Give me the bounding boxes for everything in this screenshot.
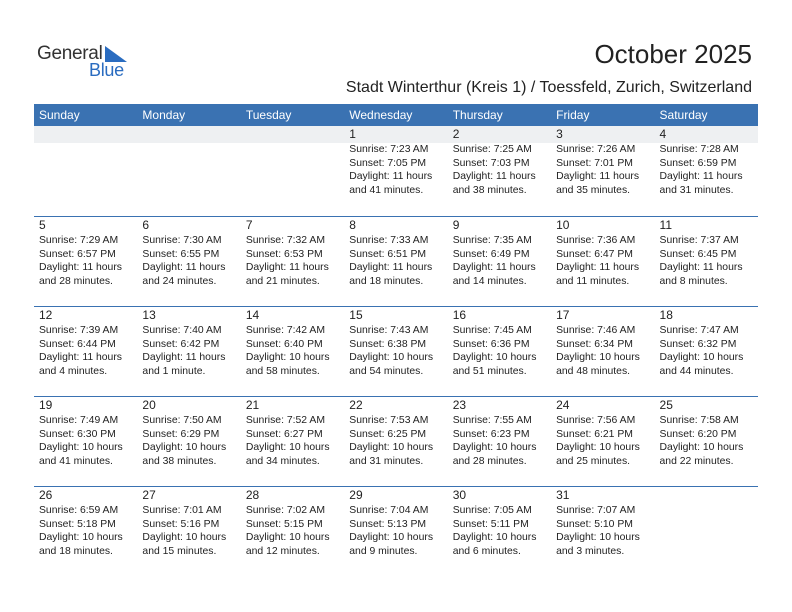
calendar-day-cell (344, 486, 447, 576)
sunset-text: Sunset: 6:49 PM (452, 248, 530, 260)
daylight-minutes-text: and 8 minutes. (659, 275, 728, 287)
calendar-day-cell (34, 216, 137, 306)
day-number: 14 (245, 308, 260, 322)
sunrise-text: Sunrise: 7:25 AM (452, 144, 532, 155)
daylight-hours-text: Daylight: 10 hours (245, 532, 330, 543)
weekday-header: Saturday (659, 108, 708, 122)
calendar-day-cell (655, 396, 758, 486)
sunrise-text: Sunrise: 7:05 AM (452, 505, 532, 516)
sunrise-text: Sunrise: 7:52 AM (245, 415, 325, 426)
sunrise-text: Sunrise: 7:37 AM (659, 235, 739, 246)
calendar-day-cell (344, 126, 447, 216)
day-number: 9 (452, 218, 460, 232)
sunrise-text: Sunrise: 7:01 AM (142, 505, 222, 516)
daylight-hours-text: Daylight: 10 hours (452, 442, 537, 453)
day-number: 2 (448, 126, 551, 143)
sunrise-text: Sunrise: 7:53 AM (349, 415, 429, 426)
sunrise-text: Sunrise: 7:56 AM (556, 415, 636, 426)
daylight-minutes-text: and 31 minutes. (349, 455, 424, 467)
daylight-minutes-text: and 18 minutes. (39, 545, 113, 557)
weekday-header: Friday (556, 108, 590, 122)
sunrise-text: Sunrise: 7:43 AM (349, 325, 429, 336)
calendar-day-cell (551, 306, 654, 396)
sunset-text: Sunset: 5:10 PM (556, 518, 633, 530)
day-number: 3 (551, 126, 654, 143)
day-number: 16 (452, 308, 467, 322)
sunrise-text: Sunrise: 7:02 AM (245, 505, 325, 516)
daylight-hours-text: Daylight: 11 hours (349, 262, 433, 273)
sunrise-text: Sunrise: 7:07 AM (556, 505, 636, 516)
calendar-day-cell (551, 396, 654, 486)
day-number (241, 126, 344, 143)
logo-text-blue: Blue (89, 60, 124, 80)
sunset-text: Sunset: 6:45 PM (659, 248, 737, 260)
daylight-minutes-text: and 51 minutes. (452, 365, 527, 377)
sunset-text: Sunset: 6:44 PM (39, 338, 116, 350)
calendar-day-cell (241, 486, 344, 576)
calendar-day-cell (137, 126, 240, 216)
daylight-hours-text: Daylight: 11 hours (659, 262, 743, 273)
sunrise-text: Sunrise: 7:36 AM (556, 235, 636, 246)
day-number: 23 (452, 398, 467, 412)
weekday-header: Wednesday (349, 108, 413, 122)
daylight-minutes-text: and 11 minutes. (556, 275, 630, 287)
daylight-hours-text: Daylight: 11 hours (452, 262, 536, 273)
calendar-week-row (34, 486, 758, 576)
daylight-minutes-text: and 34 minutes. (245, 455, 320, 467)
calendar-grid (34, 104, 758, 576)
daylight-minutes-text: and 58 minutes. (245, 365, 320, 377)
daylight-hours-text: Daylight: 11 hours (39, 262, 122, 273)
sunset-text: Sunset: 6:25 PM (349, 428, 427, 440)
sunrise-text: Sunrise: 7:35 AM (452, 235, 532, 246)
sunrise-text: Sunrise: 7:58 AM (659, 415, 739, 426)
sunrise-text: Sunrise: 7:55 AM (452, 415, 532, 426)
daylight-minutes-text: and 35 minutes. (556, 184, 631, 196)
daylight-hours-text: Daylight: 10 hours (556, 532, 640, 543)
daylight-hours-text: Daylight: 10 hours (452, 532, 537, 543)
calendar-week-row (34, 396, 758, 486)
day-number: 26 (39, 488, 53, 502)
daylight-hours-text: Daylight: 10 hours (245, 352, 330, 363)
calendar-week-row (34, 216, 758, 306)
daylight-hours-text: Daylight: 10 hours (659, 352, 744, 363)
sunset-text: Sunset: 6:59 PM (659, 157, 737, 169)
daylight-hours-text: Daylight: 10 hours (349, 442, 434, 453)
sunset-text: Sunset: 6:32 PM (659, 338, 737, 350)
sunset-text: Sunset: 7:05 PM (349, 157, 427, 169)
daylight-minutes-text: and 12 minutes. (245, 545, 320, 557)
daylight-hours-text: Daylight: 10 hours (556, 352, 640, 363)
calendar-day-cell (241, 216, 344, 306)
daylight-hours-text: Daylight: 11 hours (452, 171, 536, 182)
daylight-hours-text: Daylight: 11 hours (142, 352, 226, 363)
calendar-day-cell (448, 126, 551, 216)
daylight-minutes-text: and 28 minutes. (39, 275, 113, 287)
daylight-minutes-text: and 22 minutes. (659, 455, 734, 467)
day-number: 17 (556, 308, 570, 322)
sunset-text: Sunset: 6:47 PM (556, 248, 633, 260)
daylight-minutes-text: and 24 minutes. (142, 275, 217, 287)
sunset-text: Sunset: 5:16 PM (142, 518, 220, 530)
calendar-day-cell (448, 486, 551, 576)
sunset-text: Sunset: 5:13 PM (349, 518, 427, 530)
sunrise-text: Sunrise: 7:49 AM (39, 415, 119, 426)
sunrise-text: Sunrise: 7:39 AM (39, 325, 119, 336)
calendar-day-cell (655, 306, 758, 396)
sunrise-text: Sunrise: 7:33 AM (349, 235, 429, 246)
sunrise-text: Sunrise: 7:23 AM (349, 144, 429, 155)
sunset-text: Sunset: 6:38 PM (349, 338, 427, 350)
sunset-text: Sunset: 6:57 PM (39, 248, 116, 260)
location-subtitle: Stadt Winterthur (Kreis 1) / Toessfeld, Zurich, Switzerland (345, 79, 752, 96)
calendar-day-cell (655, 126, 758, 216)
sunset-text: Sunset: 5:11 PM (452, 518, 529, 530)
daylight-minutes-text: and 25 minutes. (556, 455, 631, 467)
sunset-text: Sunset: 6:21 PM (556, 428, 633, 440)
day-number: 20 (142, 398, 156, 412)
day-number: 29 (349, 488, 363, 502)
sunrise-text: Sunrise: 7:30 AM (142, 235, 222, 246)
daylight-minutes-text: and 14 minutes. (452, 275, 527, 287)
daylight-minutes-text: and 21 minutes. (245, 275, 320, 287)
daylight-minutes-text: and 4 minutes. (39, 365, 108, 377)
daylight-minutes-text: and 41 minutes. (39, 455, 113, 467)
calendar-day-cell (34, 306, 137, 396)
day-number: 25 (659, 398, 673, 412)
sunrise-text: Sunrise: 7:04 AM (349, 505, 429, 516)
daylight-hours-text: Daylight: 11 hours (39, 352, 122, 363)
daylight-hours-text: Daylight: 11 hours (659, 171, 743, 182)
sunset-text: Sunset: 6:55 PM (142, 248, 220, 260)
sunrise-text: Sunrise: 6:59 AM (39, 505, 119, 516)
calendar-day-cell (137, 216, 240, 306)
calendar-day-cell (344, 216, 447, 306)
daylight-minutes-text: and 15 minutes. (142, 545, 217, 557)
calendar-day-cell (551, 126, 654, 216)
day-number: 27 (142, 488, 156, 502)
calendar-day-cell (137, 306, 240, 396)
day-number: 12 (39, 308, 53, 322)
daylight-minutes-text: and 54 minutes. (349, 365, 424, 377)
daylight-hours-text: Daylight: 10 hours (452, 352, 537, 363)
calendar-day-cell (34, 486, 137, 576)
day-number: 28 (245, 488, 260, 502)
weekday-header: Tuesday (245, 108, 292, 122)
daylight-hours-text: Daylight: 10 hours (39, 532, 123, 543)
daylight-minutes-text: and 18 minutes. (349, 275, 424, 287)
daylight-minutes-text: and 1 minute. (142, 365, 206, 377)
weekday-header-row (34, 104, 758, 126)
brand-logo (37, 43, 137, 83)
daylight-minutes-text: and 9 minutes. (349, 545, 418, 557)
sunset-text: Sunset: 6:23 PM (452, 428, 530, 440)
day-number: 30 (452, 488, 467, 502)
day-number (34, 126, 137, 143)
daylight-hours-text: Daylight: 11 hours (556, 262, 640, 273)
sunset-text: Sunset: 6:30 PM (39, 428, 116, 440)
daylight-minutes-text: and 3 minutes. (556, 545, 625, 557)
daylight-minutes-text: and 38 minutes. (142, 455, 217, 467)
sunset-text: Sunset: 6:42 PM (142, 338, 220, 350)
day-number: 19 (39, 398, 53, 412)
calendar-week-row (34, 306, 758, 396)
calendar-day-cell (655, 216, 758, 306)
daylight-hours-text: Daylight: 10 hours (142, 442, 227, 453)
calendar-day-cell (344, 306, 447, 396)
daylight-hours-text: Daylight: 11 hours (142, 262, 226, 273)
sunrise-text: Sunrise: 7:32 AM (245, 235, 325, 246)
daylight-minutes-text: and 44 minutes. (659, 365, 734, 377)
day-number: 24 (556, 398, 570, 412)
sunset-text: Sunset: 6:36 PM (452, 338, 530, 350)
sunset-text: Sunset: 5:15 PM (245, 518, 323, 530)
daylight-hours-text: Daylight: 11 hours (245, 262, 329, 273)
calendar-day-cell (448, 216, 551, 306)
daylight-hours-text: Daylight: 10 hours (659, 442, 744, 453)
sunset-text: Sunset: 7:03 PM (452, 157, 530, 169)
sunset-text: Sunset: 6:40 PM (245, 338, 323, 350)
sunrise-text: Sunrise: 7:28 AM (659, 144, 739, 155)
day-number: 8 (349, 218, 356, 232)
calendar-day-cell (241, 306, 344, 396)
daylight-hours-text: Daylight: 10 hours (349, 532, 434, 543)
day-number: 21 (245, 398, 260, 412)
calendar-weeks (34, 126, 758, 576)
calendar-day-cell (34, 396, 137, 486)
calendar-day-cell (448, 396, 551, 486)
sunrise-text: Sunrise: 7:45 AM (452, 325, 532, 336)
sunset-text: Sunset: 7:01 PM (556, 157, 633, 169)
sunrise-text: Sunrise: 7:29 AM (39, 235, 119, 246)
daylight-hours-text: Daylight: 10 hours (39, 442, 123, 453)
sunset-text: Sunset: 6:20 PM (659, 428, 737, 440)
sunset-text: Sunset: 6:53 PM (245, 248, 323, 260)
calendar-day-cell (448, 306, 551, 396)
calendar-day-cell (241, 396, 344, 486)
daylight-hours-text: Daylight: 10 hours (556, 442, 640, 453)
daylight-hours-text: Daylight: 10 hours (142, 532, 227, 543)
daylight-minutes-text: and 38 minutes. (452, 184, 527, 196)
calendar-day-cell (551, 216, 654, 306)
calendar-week-row (34, 126, 758, 216)
calendar-day-cell (137, 486, 240, 576)
daylight-hours-text: Daylight: 11 hours (349, 171, 433, 182)
day-number: 7 (245, 218, 253, 232)
sunrise-text: Sunrise: 7:46 AM (556, 325, 636, 336)
calendar-day-cell (241, 126, 344, 216)
calendar-day-cell (344, 396, 447, 486)
day-number: 4 (655, 126, 758, 143)
day-number: 13 (142, 308, 156, 322)
sunset-text: Sunset: 5:18 PM (39, 518, 116, 530)
day-number: 1 (344, 126, 447, 143)
calendar-day-cell (655, 486, 758, 576)
sunrise-text: Sunrise: 7:47 AM (659, 325, 739, 336)
daylight-minutes-text: and 48 minutes. (556, 365, 631, 377)
daylight-minutes-text: and 31 minutes. (659, 184, 734, 196)
weekday-header: Monday (142, 108, 186, 122)
day-number: 15 (349, 308, 363, 322)
logo-text-general: General (37, 43, 103, 64)
sunset-text: Sunset: 6:27 PM (245, 428, 323, 440)
sunset-text: Sunset: 6:34 PM (556, 338, 633, 350)
page-title: October 2025 (594, 39, 752, 69)
day-number: 18 (659, 308, 673, 322)
sunrise-text: Sunrise: 7:40 AM (142, 325, 222, 336)
day-number: 6 (142, 218, 150, 232)
calendar-day-cell (137, 396, 240, 486)
sunrise-text: Sunrise: 7:26 AM (556, 144, 636, 155)
daylight-hours-text: Daylight: 10 hours (245, 442, 330, 453)
day-number (660, 487, 758, 504)
sunset-text: Sunset: 6:51 PM (349, 248, 427, 260)
daylight-minutes-text: and 6 minutes. (452, 545, 521, 557)
calendar-day-cell (34, 126, 137, 216)
day-number: 5 (39, 218, 46, 232)
daylight-minutes-text: and 41 minutes. (349, 184, 424, 196)
day-number: 31 (556, 488, 570, 502)
daylight-hours-text: Daylight: 10 hours (349, 352, 434, 363)
sunset-text: Sunset: 6:29 PM (142, 428, 220, 440)
weekday-header: Sunday (39, 108, 80, 122)
daylight-hours-text: Daylight: 11 hours (556, 171, 640, 182)
day-number: 22 (349, 398, 363, 412)
sunrise-text: Sunrise: 7:42 AM (245, 325, 325, 336)
calendar-day-cell (551, 486, 654, 576)
day-number (137, 126, 240, 143)
daylight-minutes-text: and 28 minutes. (452, 455, 527, 467)
day-number: 10 (556, 218, 570, 232)
weekday-header: Thursday (452, 108, 503, 122)
day-number: 11 (659, 218, 672, 232)
sunrise-text: Sunrise: 7:50 AM (142, 415, 222, 426)
